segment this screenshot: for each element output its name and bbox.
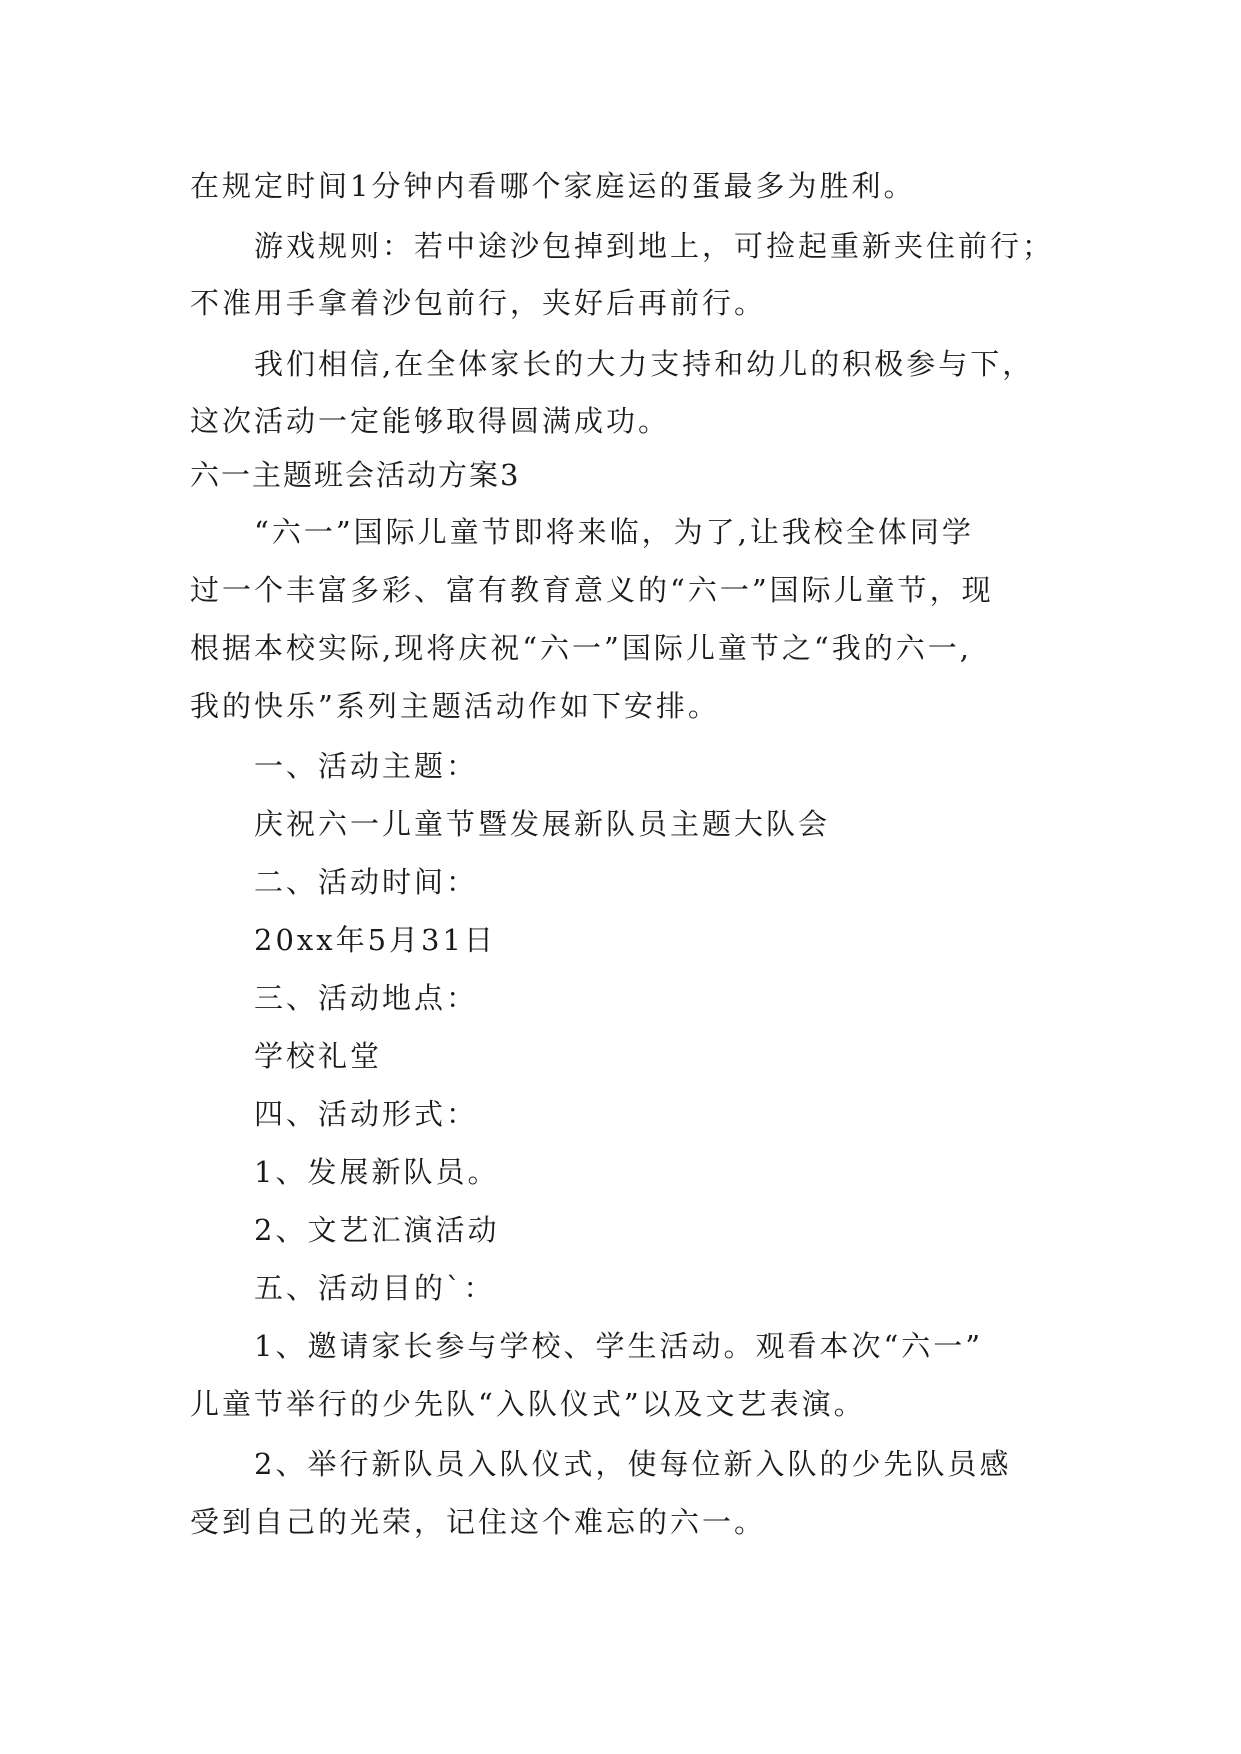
section-heading: 六一主题班会活动方案3 (190, 458, 521, 492)
paragraph-line: 这次活动一定能够取得圆满成功。 (190, 404, 671, 438)
list-item: 2、文艺汇演活动 (254, 1213, 500, 1247)
paragraph-line: 在规定时间1分钟内看哪个家庭运的蛋最多为胜利。 (190, 169, 916, 203)
paragraph-line: 过一个丰富多彩、富有教育意义的“六一”国际儿童节，现 (190, 573, 994, 607)
list-heading: 二、活动时间： (254, 865, 479, 899)
paragraph-line: 受到自己的光荣，记住这个难忘的六一。 (190, 1505, 767, 1539)
paragraph-line: 20xx年5月31日 (254, 923, 496, 957)
paragraph-line: 游戏规则：若中途沙包掉到地上，可捡起重新夹住前行； (254, 229, 1055, 263)
list-heading: 一、活动主题： (254, 749, 479, 783)
paragraph-line: 我们相信,在全体家长的大力支持和幼儿的积极参与下， (254, 347, 1035, 381)
list-heading: 三、活动地点： (254, 981, 479, 1015)
paragraph-line: 根据本校实际,现将庆祝“六一”国际儿童节之“我的六一, (190, 631, 972, 665)
paragraph-line: 学校礼堂 (254, 1039, 383, 1073)
paragraph-line: “六一”国际儿童节即将来临，为了,让我校全体同学 (254, 515, 974, 549)
list-heading: 四、活动形式： (254, 1097, 479, 1131)
paragraph-line: 我的快乐”系列主题活动作如下安排。 (190, 689, 720, 723)
list-item: 2、举行新队员入队仪式，使每位新入队的少先队员感 (254, 1447, 1012, 1481)
paragraph-line: 庆祝六一儿童节暨发展新队员主题大队会 (254, 807, 831, 841)
list-item: 1、邀请家长参与学校、学生活动。观看本次“六一” (254, 1329, 984, 1363)
list-item: 1、发展新队员。 (254, 1155, 500, 1189)
paragraph-line: 不准用手拿着沙包前行，夹好后再前行。 (190, 286, 767, 320)
paragraph-line: 儿童节举行的少先队“入队仪式”以及文艺表演。 (190, 1387, 866, 1421)
list-heading: 五、活动目的`： (254, 1271, 496, 1305)
